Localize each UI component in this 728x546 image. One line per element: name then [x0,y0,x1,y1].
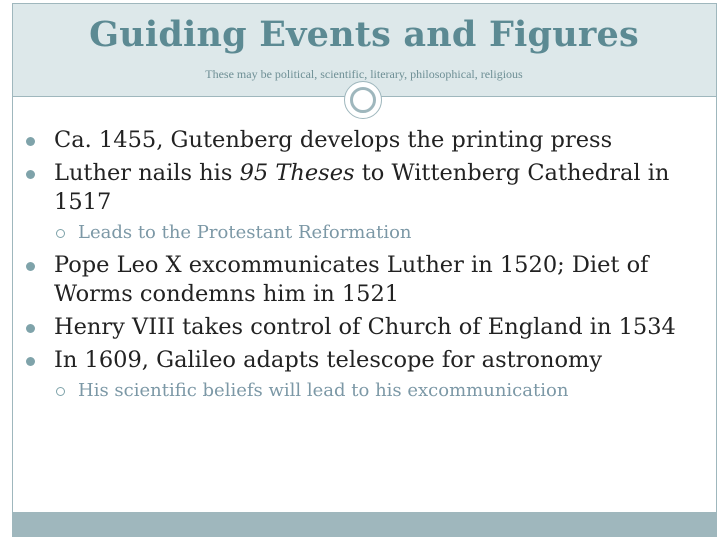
footer-bar [13,512,716,536]
bullet-text-after: to Wittenberg Cathedral in 1517 [54,160,670,215]
sub-bullet-text: His scientific beliefs will lead to his excommunication [78,380,569,401]
bullet-dot-icon [26,357,35,366]
bullet-dot-icon [26,137,35,146]
bullet-list [22,126,702,409]
bullet-text: Ca. 1455, Gutenberg develops the printing press [54,127,613,153]
bullet-text-before: Luther nails his [54,160,240,186]
bullet-item [22,346,702,375]
bullet-item [22,126,702,155]
bullet-dot-icon [26,324,35,333]
sub-bullet-item [22,379,702,403]
circle-ornament-inner [350,87,376,113]
bullet-item [22,313,702,342]
bullet-dot-icon [26,170,35,179]
sub-bullet-ring-icon [56,387,65,396]
bullet-text: In 1609, Galileo adapts telescope for astronomy [54,347,603,373]
bullet-text-emphasis: 95 Theses [239,160,355,186]
bullet-text: Henry VIII takes control of Church of England in 1534 [54,314,676,340]
bullet-item [22,159,702,217]
slide-subtitle: These may be political, scientific, literary, philosophical, religious [205,67,523,81]
sub-bullet-text: Leads to the Protestant Reformation [78,222,412,243]
sub-bullet-item [22,221,702,245]
circle-ornament-icon [344,81,382,119]
bullet-text: Pope Leo X excommunicates Luther in 1520; Diet of Worms condemns him in 1521 [54,252,649,307]
bullet-dot-icon [26,262,35,271]
bullet-item [22,251,702,309]
sub-bullet-ring-icon [56,229,65,238]
slide-title: Guiding Events and Figures [89,14,639,55]
